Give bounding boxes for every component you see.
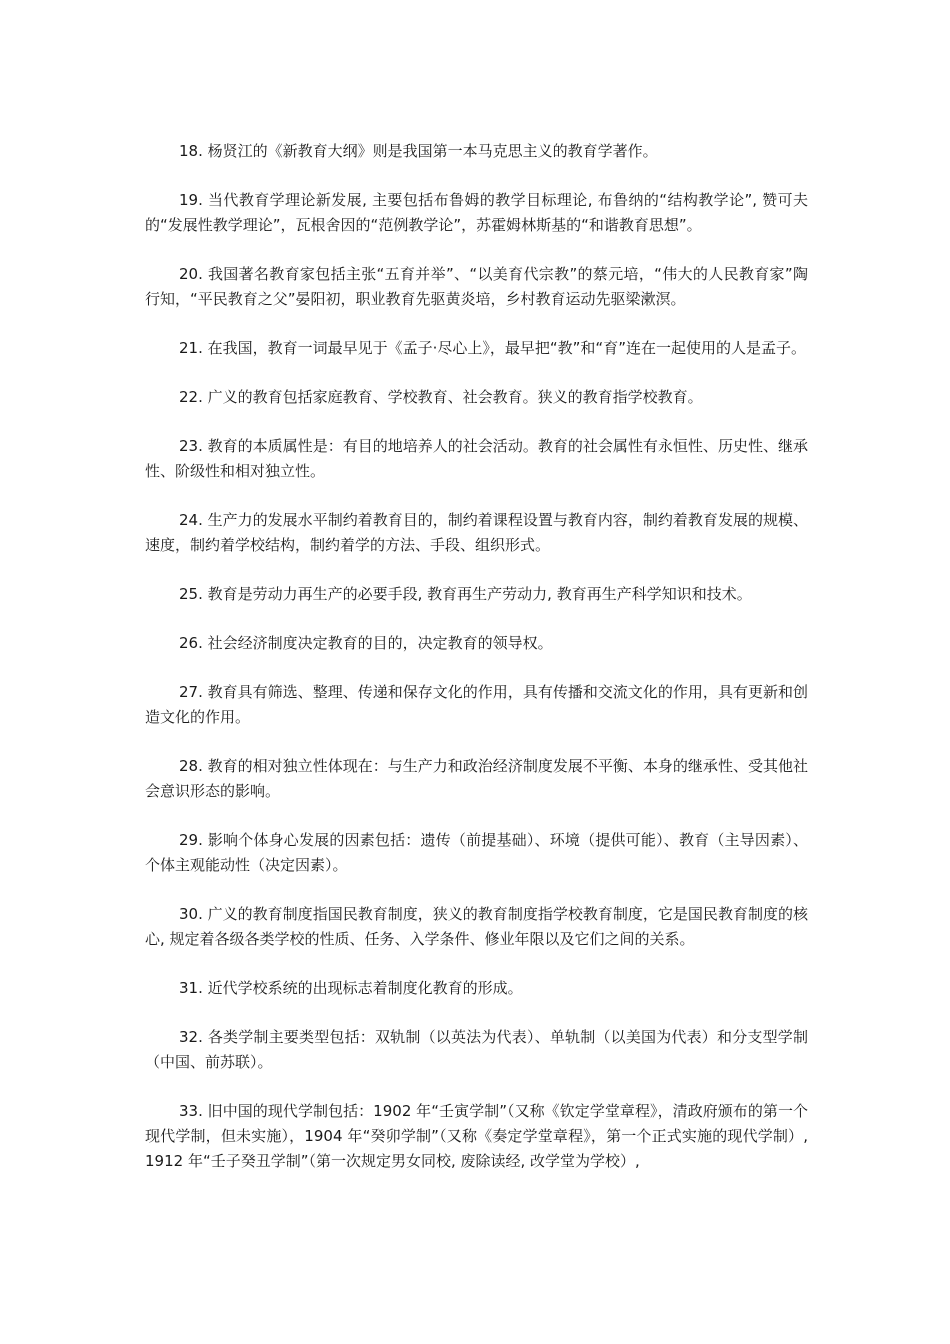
paragraph-25: 25. 教育是劳动力再生产的必要手段, 教育再生产劳动力, 教育再生产科学知识和技术。 <box>179 585 752 603</box>
paragraph-29: 29. 影响个体身心发展的因素包括：遗传（前提基础）、环境（提供可能）、教育（主导因素）、个体主观能动性（决定因素）。 <box>145 831 808 874</box>
paragraph-18: 18. 杨贤江的《新教育大纲》则是我国第一本马克思主义的教育学著作。 <box>179 142 658 160</box>
paragraph-24: 24. 生产力的发展水平制约着教育目的，制约着课程设置与教育内容，制约着教育发展的规模、速度，制约着学校结构，制约着学的方法、手段、组织形式。 <box>145 511 808 554</box>
paragraph-20: 20. 我国著名教育家包括主张“五育并举”、“以美育代宗教”的蔡元培，“伟大的人民教育家”陶行知，“平民教育之父”晏阳初，职业教育先驱黄炎培，乡村教育运动先驱梁漱溟。 <box>145 265 808 308</box>
paragraph-22: 22. 广义的教育包括家庭教育、学校教育、社会教育。狭义的教育指学校教育。 <box>179 388 703 406</box>
paragraph-30: 30. 广义的教育制度指国民教育制度，狭义的教育制度指学校教育制度，它是国民教育制度的核心, 规定着各级各类学校的性质、任务、入学条件、修业年限以及它们之间的关系。 <box>145 905 808 948</box>
paragraph-19: 19. 当代教育学理论新发展, 主要包括布鲁姆的教学目标理论, 布鲁纳的“结构教学论”, 赞可夫的“发展性教学理论”，瓦根舍因的“范例教学论”，苏霍姆林斯基的“和谐教育思想”。 <box>145 191 808 234</box>
paragraph-32: 32. 各类学制主要类型包括：双轨制（以英法为代表）、单轨制（以美国为代表）和分支型学制（中国、前苏联）。 <box>145 1028 808 1071</box>
document-body <box>145 139 808 1198</box>
paragraph-21: 21. 在我国，教育一词最早见于《孟子·尽心上》，最早把“教”和“育”连在一起使用的人是孟子。 <box>179 339 806 357</box>
paragraph-28: 28. 教育的相对独立性体现在：与生产力和政治经济制度发展不平衡、本身的继承性、受其他社会意识形态的影响。 <box>145 757 808 800</box>
paragraph-31: 31. 近代学校系统的出现标志着制度化教育的形成。 <box>179 979 523 997</box>
paragraph-23: 23. 教育的本质属性是：有目的地培养人的社会活动。教育的社会属性有永恒性、历史性、继承性、阶级性和相对独立性。 <box>145 437 808 480</box>
paragraph-26: 26. 社会经济制度决定教育的目的，决定教育的领导权。 <box>179 634 553 652</box>
paragraph-27: 27. 教育具有筛选、整理、传递和保存文化的作用，具有传播和交流文化的作用，具有更新和创造文化的作用。 <box>145 683 808 726</box>
paragraph-33: 33. 旧中国的现代学制包括：1902 年“壬寅学制”（又称《钦定学堂章程》，清政府颁布的第一个现代学制，但未实施），1904 年“癸卯学制”（又称《奏定学堂章程》，第一个正式实施的现代学制）, 1912 年“壬子癸丑学制”（第一次规定男女同校, 废除读经, 改学堂为学校）, <box>145 1102 808 1170</box>
